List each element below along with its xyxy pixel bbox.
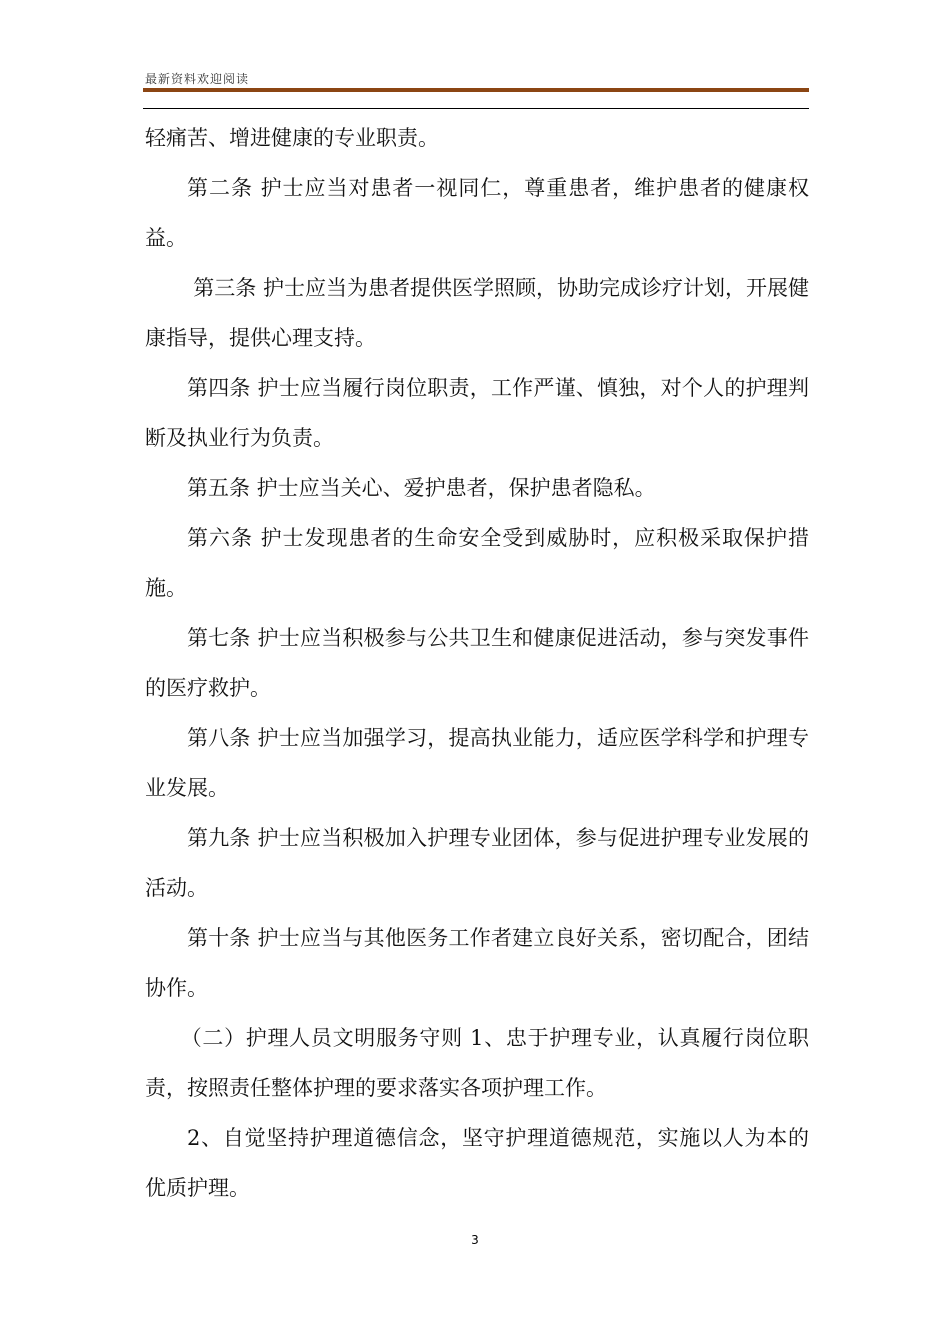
paragraph-service-rules-1: （二）护理人员文明服务守则 1、忠于护理专业，认真履行岗位职责，按照责任整体护理的要求落实各项护理工作。	[145, 1026, 809, 1100]
page-number: 3	[471, 1233, 479, 1247]
running-header: 最新资料欢迎阅读	[145, 72, 250, 86]
paragraph-article-7: 第七条 护士应当积极参与公共卫生和健康促进活动，参与突发事件的医疗救护。	[145, 626, 809, 700]
paragraph-article-2: 第二条 护士应当对患者一视同仁，尊重患者，维护患者的健康权益。	[145, 176, 809, 250]
paragraph-article-8: 第八条 护士应当加强学习，提高执业能力，适应医学科学和护理专业发展。	[145, 726, 809, 800]
header-rule-thin	[143, 108, 809, 109]
paragraph-article-10: 第十条 护士应当与其他医务工作者建立良好关系，密切配合，团结协作。	[145, 926, 809, 1000]
paragraph-article-6: 第六条 护士发现患者的生命安全受到威胁时，应积极采取保护措施。	[145, 526, 809, 600]
paragraph-article-4: 第四条 护士应当履行岗位职责，工作严谨、慎独，对个人的护理判断及执业行为负责。	[145, 376, 809, 450]
paragraph-service-rules-2: 2、自觉坚持护理道德信念，坚守护理道德规范，实施以人为本的优质护理。	[145, 1126, 809, 1200]
paragraph-article-5: 第五条 护士应当关心、爱护患者，保护患者隐私。	[187, 476, 656, 500]
header-rule-thick	[143, 88, 809, 92]
document-body	[145, 113, 809, 1213]
paragraph-continuation: 轻痛苦、增进健康的专业职责。	[145, 126, 439, 150]
paragraph-article-3: 第三条 护士应当为患者提供医学照顾，协助完成诊疗计划，开展健康指导，提供心理支持。	[145, 276, 809, 350]
paragraph-article-9: 第九条 护士应当积极加入护理专业团体，参与促进护理专业发展的活动。	[145, 826, 809, 900]
